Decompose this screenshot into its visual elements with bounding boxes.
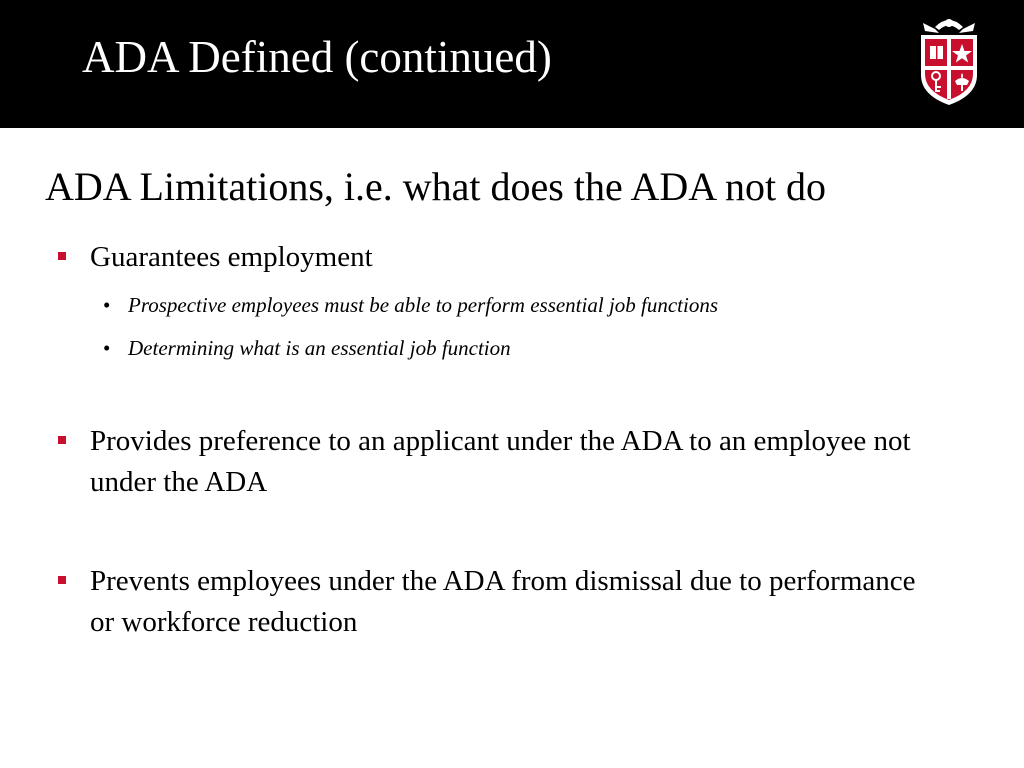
sub-bullet-item: [103, 334, 923, 362]
bullet-item: [58, 421, 918, 503]
bullet-text: Prevents employees under the ADA from dismissal due to performance or workforce reduction: [90, 565, 916, 638]
square-bullet-icon: [58, 436, 66, 444]
slide-subtitle: ADA Limitations, i.e. what does the ADA not do: [45, 164, 827, 209]
bullet-text: Provides preference to an applicant under the ADA to an employee not under the ADA: [90, 425, 911, 498]
sub-bullet-item: [103, 291, 923, 319]
square-bullet-icon: [58, 576, 66, 584]
bullet-item: [58, 237, 918, 278]
round-bullet-icon: •: [103, 336, 111, 360]
slide-title: ADA Defined (continued): [82, 32, 552, 82]
sub-bullet-text: Prospective employees must be able to perform essential job functions: [128, 293, 719, 317]
round-bullet-icon: •: [103, 293, 111, 317]
square-bullet-icon: [58, 252, 66, 260]
bullet-text: Guarantees employment: [90, 241, 373, 273]
sub-bullet-text: Determining what is an essential job function: [128, 336, 511, 360]
bullet-item: [58, 561, 918, 643]
